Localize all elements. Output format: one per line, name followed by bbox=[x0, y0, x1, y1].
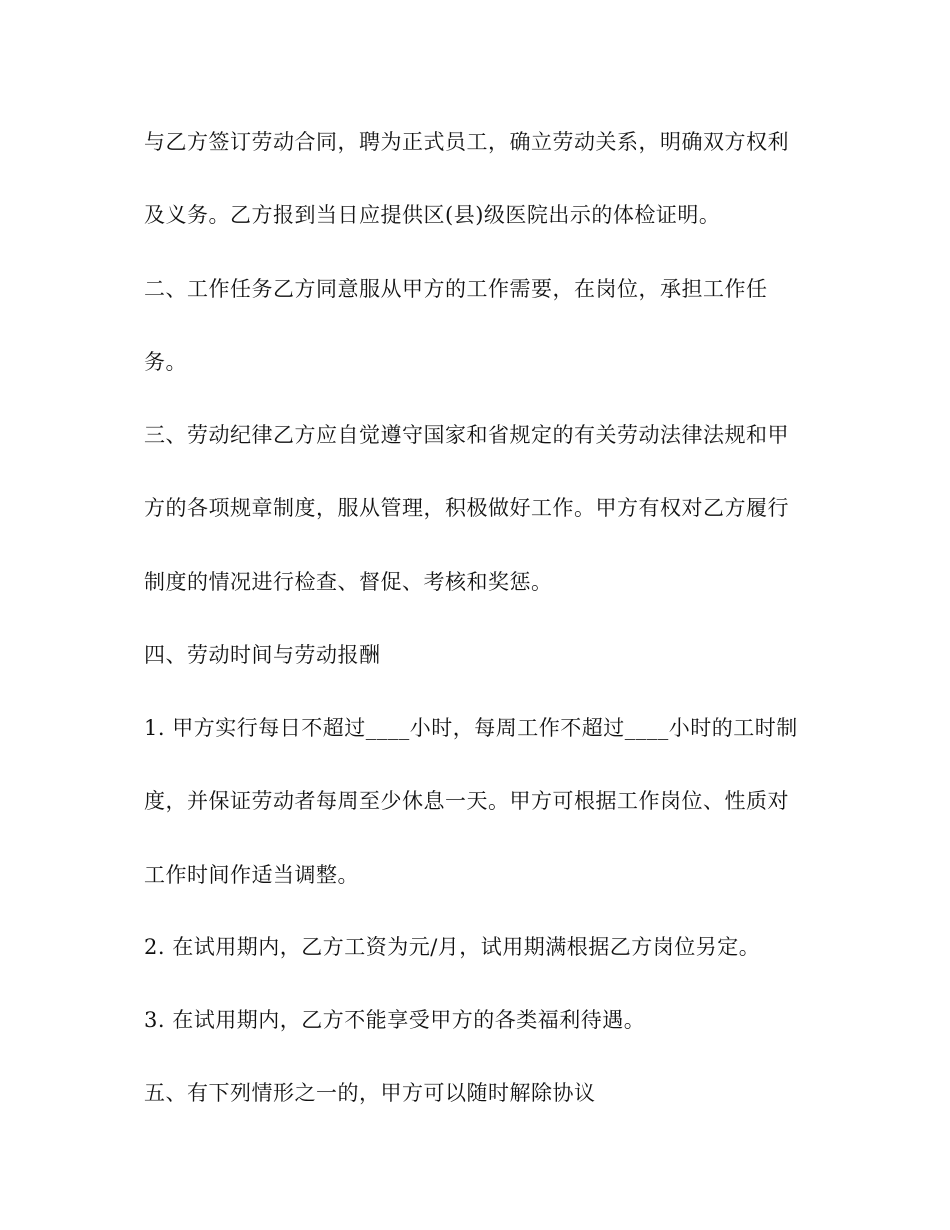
section-heading-working-hours-pay: 四、劳动时间与劳动报酬 bbox=[144, 643, 381, 667]
paragraph-line: 及义务。乙方报到当日应提供区(县)级医院出示的体检证明。 bbox=[144, 203, 721, 227]
list-item-1: 1. 甲方实行每日不超过____小时，每周工作不超过____小时的工时制 bbox=[144, 716, 798, 740]
paragraph-line: 方的各项规章制度，服从管理，积极做好工作。甲方有权对乙方履行 bbox=[144, 496, 789, 520]
paragraph-line: 务。 bbox=[144, 350, 187, 374]
list-item-3: 3. 在试用期内，乙方不能享受甲方的各类福利待遇。 bbox=[144, 1008, 646, 1032]
paragraph-line: 制度的情况进行检查、督促、考核和奖惩。 bbox=[144, 570, 553, 594]
section-heading-labor-discipline: 三、劳动纪律乙方应自觉遵守国家和省规定的有关劳动法律法规和甲 bbox=[144, 423, 789, 447]
section-heading-work-tasks: 二、工作任务乙方同意服从甲方的工作需要，在岗位，承担工作任 bbox=[144, 277, 768, 301]
section-heading-termination: 五、有下列情形之一的，甲方可以随时解除协议 bbox=[144, 1081, 596, 1105]
paragraph-line: 工作时间作适当调整。 bbox=[144, 863, 359, 887]
paragraph-line: 与乙方签订劳动合同，聘为正式员工，确立劳动关系，明确双方权利 bbox=[144, 130, 789, 154]
list-item-2: 2. 在试用期内，乙方工资为元/月，试用期满根据乙方岗位另定。 bbox=[144, 935, 761, 959]
paragraph-line: 度，并保证劳动者每周至少休息一天。甲方可根据工作岗位、性质对 bbox=[144, 789, 789, 813]
